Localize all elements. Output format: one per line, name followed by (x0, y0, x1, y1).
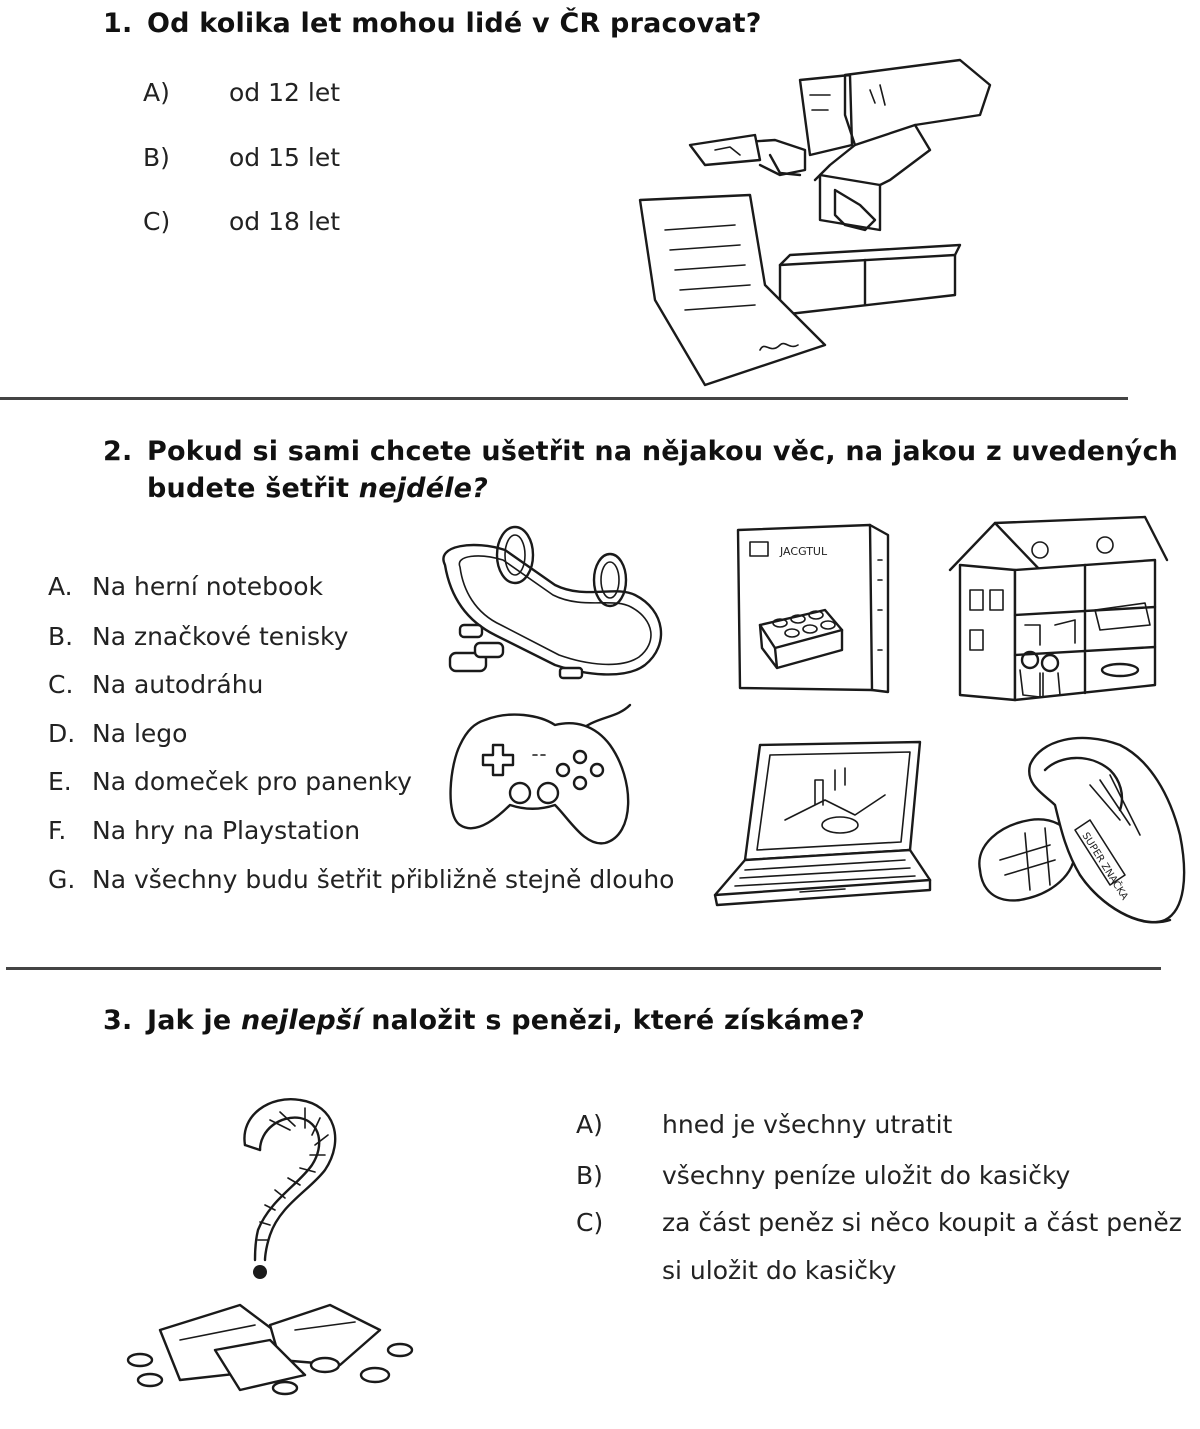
handshake-contract-illustration (630, 55, 1010, 395)
option-text: všechny peníze uložit do kasičky (662, 1161, 1071, 1190)
question-1-option-b[interactable] (143, 143, 340, 172)
question-3-emphasis: nejlepší (241, 1005, 362, 1036)
section-divider-2 (6, 967, 1161, 970)
sneaker-icon (970, 725, 1195, 935)
option-key: C) (576, 1208, 604, 1237)
question-2-option-c[interactable] (48, 670, 263, 699)
question-2-option-d[interactable] (48, 719, 187, 748)
question-1-option-a[interactable] (143, 78, 340, 107)
question-3-option-b[interactable] (576, 1161, 1070, 1190)
option-key: D. (48, 719, 76, 748)
question-1-option-c[interactable] (143, 207, 340, 236)
option-key: C. (48, 670, 74, 699)
option-text: od 12 let (229, 78, 340, 107)
option-text: Na lego (92, 719, 188, 748)
laptop-icon (705, 740, 935, 912)
option-key: F. (48, 816, 67, 845)
question-2-option-e[interactable] (48, 767, 412, 796)
question-2-text-line1: Pokud si sami chcete ušetřit na nějakou věc, na jakou z uvedených (147, 436, 1179, 467)
question-2-option-b[interactable] (48, 622, 348, 651)
question-2-title (103, 433, 1178, 507)
option-text: Na herní notebook (92, 572, 324, 601)
option-key: B) (576, 1161, 603, 1190)
option-text: za část peněz si něco koupit a část peněz (662, 1208, 1182, 1237)
question-3-option-c[interactable] (576, 1199, 1182, 1295)
option-key: B. (48, 622, 74, 651)
section-divider-1 (0, 397, 1128, 400)
option-text: Na autodráhu (92, 670, 264, 699)
question-1-title (103, 8, 762, 39)
option-key: B) (143, 143, 170, 172)
option-key: E. (48, 767, 72, 796)
dollhouse-icon (945, 515, 1170, 705)
question-1-number: 1. (103, 8, 133, 39)
sneaker-label: SUPER ZNAČKA (1079, 830, 1130, 903)
option-key: A. (48, 572, 73, 601)
question-2-option-g[interactable] (48, 865, 674, 894)
gamepad-icon (445, 695, 640, 850)
option-key: C) (143, 207, 171, 236)
option-text: Na značkové tenisky (92, 622, 349, 651)
option-text: od 18 let (229, 207, 340, 236)
option-text: Na všechny budu šetřit přibližně stejně dlouho (92, 865, 675, 894)
option-text-line2: si uložit do kasičky (662, 1256, 897, 1285)
question-3-title (103, 1005, 865, 1036)
option-key: G. (48, 865, 76, 894)
question-2-emphasis: nejdéle? (358, 473, 489, 504)
option-text: Na hry na Playstation (92, 816, 361, 845)
question-3-number: 3. (103, 1005, 133, 1036)
question-2-option-a[interactable] (48, 572, 323, 601)
question-3-text-post: naložit s penězi, které získáme? (361, 1005, 865, 1036)
question-1-text: Od kolika let mohou lidé v ČR pracovat? (147, 8, 762, 39)
option-text: Na domeček pro panenky (92, 767, 412, 796)
race-track-icon (435, 525, 675, 690)
question-3-text-pre: Jak je (147, 1005, 241, 1036)
lego-box-label: JACGTUL (780, 545, 828, 558)
lego-box-icon (730, 520, 895, 698)
question-2-number: 2. (103, 436, 133, 467)
question-mark-money-illustration (120, 1090, 430, 1400)
option-text: od 15 let (229, 143, 340, 172)
option-text: hned je všechny utratit (662, 1110, 953, 1139)
question-3-option-a[interactable] (576, 1110, 952, 1139)
option-key: A) (143, 78, 170, 107)
option-key: A) (576, 1110, 603, 1139)
question-2-text-line2: budete šetřit (147, 473, 359, 504)
question-2-option-f[interactable] (48, 816, 360, 845)
